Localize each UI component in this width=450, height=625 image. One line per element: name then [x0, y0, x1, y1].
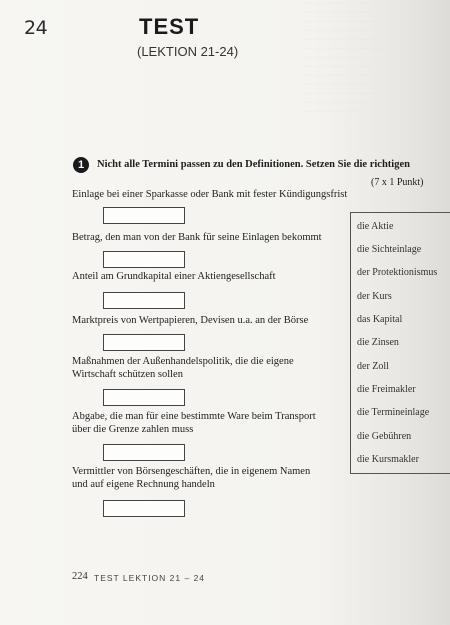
term-item: der Protektionismus	[357, 267, 438, 278]
term-item: die Zinsen	[357, 337, 399, 348]
term-item: der Kurs	[357, 291, 392, 302]
page-subtitle: (LEKTION 21-24)	[137, 44, 239, 59]
term-item: die Freimakler	[357, 384, 416, 395]
show-through-text: · · · · · · · · · · · · · · · · · · · · · · · · · · · · · · · · · · · · · · · · · · · · · · · · · · · · · · · · · · · · · · · · · · · · · · · · · · · · · · · · · · · · · · · · · · · · · · · · · · · · · · · · · · · · · · · · · · · · · · · · · · · · · · · · · · · · · · · · · · · · · · · · · · · · · · · · · · · · · · · · · · · · · · · · · · · · · · · · · · · · · · · · · · · · · · · · · · · · · · · · · · · · · · · · · · · · · · · · · · · · · · · · · · · · · · · · · · · · · · · · · · · · · · · · · · · · · · · · · · · · · · · · · · · · · · · · ·	[300, 1, 383, 115]
term-item: der Zoll	[357, 361, 389, 372]
answer-box-7[interactable]	[103, 500, 185, 517]
terms-box	[350, 212, 450, 474]
task-number-badge: 1	[73, 157, 89, 173]
definition-5: Maßnahmen der Außenhandelspolitik, die die eigene Wirtschaft schützen sollen	[72, 356, 294, 380]
definition-6: Abgabe, die man für eine bestimmte Ware beim Transport über die Grenze zahlen muss	[72, 411, 316, 435]
answer-box-5[interactable]	[103, 389, 185, 406]
term-item: die Sichteinlage	[357, 244, 422, 255]
page-number-top: 24	[24, 17, 48, 39]
task-instruction: Nicht alle Termini passen zu den Definitionen. Setzen Sie die richtigen	[97, 159, 410, 170]
term-item: die Aktie	[357, 221, 394, 232]
term-item: die Termineinlage	[357, 407, 430, 418]
answer-box-3[interactable]	[103, 292, 185, 309]
page-title: TEST	[139, 14, 200, 39]
footer-label: TEST LEKTION 21 – 24	[94, 573, 206, 583]
task-points: (7 x 1 Punkt)	[371, 177, 424, 188]
definition-2: Betrag, den man von der Bank für seine Einlagen bekommt	[72, 232, 322, 243]
answer-box-1[interactable]	[103, 207, 185, 224]
answer-box-6[interactable]	[103, 444, 185, 461]
definition-4: Marktpreis von Wertpapieren, Devisen u.a. an der Börse	[72, 315, 309, 326]
page-number-bottom: 224	[72, 571, 88, 582]
term-item: die Gebühren	[357, 431, 412, 442]
definition-3: Anteil am Grundkapital einer Aktiengesellschaft	[72, 271, 276, 282]
definition-1: Einlage bei einer Sparkasse oder Bank mit fester Kündigungsfrist	[72, 189, 348, 200]
term-item: das Kapital	[357, 314, 403, 325]
definition-7: Vermittler von Börsengeschäften, die in eigenem Namen und auf eigene Rechnung handeln	[72, 466, 311, 490]
answer-box-4[interactable]	[103, 334, 185, 351]
answer-box-2[interactable]	[103, 251, 185, 268]
term-item: die Kursmakler	[357, 454, 419, 465]
